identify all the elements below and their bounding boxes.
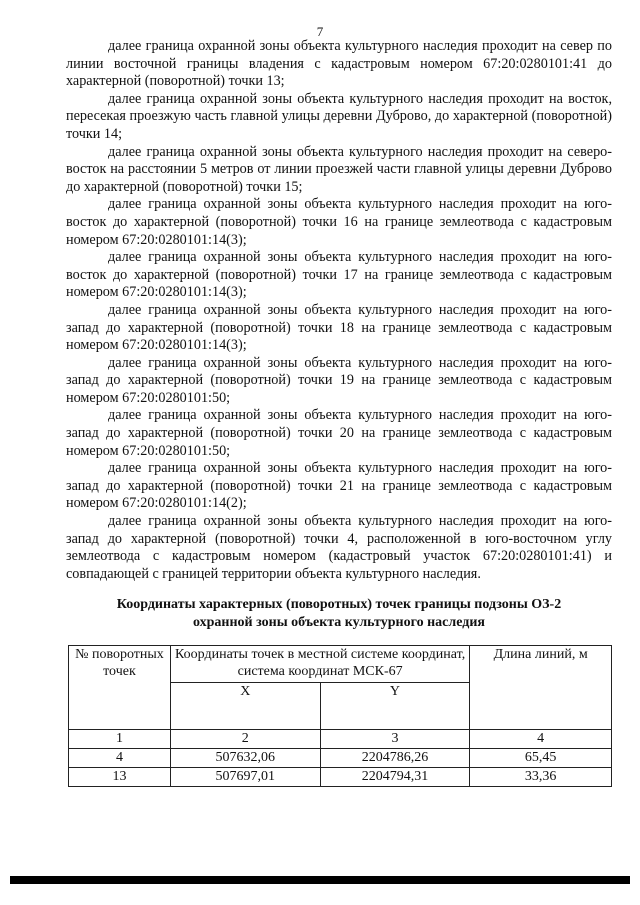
table-cell: 2204794,31 [320, 768, 470, 787]
table-cell: 507632,06 [170, 749, 320, 768]
paragraph: далее граница охранной зоны объекта культурного наследия проходит на юго-восток до характерной (поворотной) точки 16 на границе землеотвода с кадастровым номером 67:20:0280101:14(3); [66, 196, 612, 248]
paragraph: далее граница охранной зоны объекта культурного наследия проходит на север по линии восточной границы владения с кадастровым номером 67:20:0280101:41 до характерной (поворотной) точки 13; [66, 38, 612, 90]
paragraph: далее граница охранной зоны объекта культурного наследия проходит на юго-запад до характерной (поворотной) точки 20 на границе землеотвода с кадастровым номером 67:20:0280101:50; [66, 407, 612, 459]
table-cell: 1 [69, 730, 171, 749]
paragraph: далее граница охранной зоны объекта культурного наследия проходит на восток, пересекая проезжую часть главной улицы деревни Дуброво, до характерной (поворотной) точки 14; [66, 90, 612, 142]
table-cell: 33,36 [470, 768, 612, 787]
table-cell: 4 [470, 730, 612, 749]
page-number: 7 [316, 24, 324, 39]
coordinates-table [68, 645, 612, 787]
header-coordinates: Координаты точек в местной системе координат, система координат МСК-67 [170, 646, 469, 683]
scan-edge-bar [10, 876, 630, 884]
header-point-number: № поворотных точек [69, 646, 171, 730]
table-title-line-2: охранной зоны объекта культурного наследия [192, 615, 485, 630]
table-cell: 13 [69, 768, 171, 787]
header-x: X [170, 683, 320, 730]
paragraph: далее граница охранной зоны объекта культурного наследия проходит на юго-запад до характерной (поворотной) точки 18 на границе землеотвода с кадастровым номером 67:20:0280101:14(3); [66, 301, 612, 354]
table-cell: 4 [69, 749, 171, 768]
document-body [66, 38, 612, 583]
column-index-row [69, 730, 612, 749]
table-title [66, 596, 612, 632]
paragraph: далее граница охранной зоны объекта культурного наследия проходит на юго-восток до характерной (поворотной) точки 17 на границе землеотвода с кадастровым номером 67:20:0280101:14(3); [66, 249, 612, 301]
paragraph: далее граница охранной зоны объекта культурного наследия проходит на юго-запад до характерной (поворотной) точки 4, расположенной в юго-восточном углу землеотвода с кадастровым номером (кадастровый участок 67:20:0280101:41) и совпадающей с границей территории объекта культурного наследия. [66, 513, 612, 582]
paragraph: далее граница охранной зоны объекта культурного наследия проходит на юго-запад до характерной (поворотной) точки 19 на границе землеотвода с кадастровым номером 67:20:0280101:50; [66, 354, 612, 406]
header-line-length: Длина линий, м [470, 646, 612, 730]
table-title-line-1: Координаты характерных (поворотных) точек границы подзоны ОЗ-2 [116, 597, 562, 612]
table-cell: 2204786,26 [320, 749, 470, 768]
table-row [69, 749, 612, 768]
paragraph: далее граница охранной зоны объекта культурного наследия проходит на юго-запад до характерной (поворотной) точки 21 на границе землеотвода с кадастровым номером 67:20:0280101:14(2); [66, 460, 612, 512]
header-y: Y [320, 683, 470, 730]
table-cell: 3 [320, 730, 470, 749]
table-cell: 507697,01 [170, 768, 320, 787]
table-row [69, 768, 612, 787]
table-cell: 65,45 [470, 749, 612, 768]
paragraph: далее граница охранной зоны объекта культурного наследия проходит на северо-восток на расстоянии 5 метров от линии проезжей части главной улицы деревни Дуброво до характерной (поворотной) точки 15; [66, 143, 612, 195]
table-cell: 2 [170, 730, 320, 749]
